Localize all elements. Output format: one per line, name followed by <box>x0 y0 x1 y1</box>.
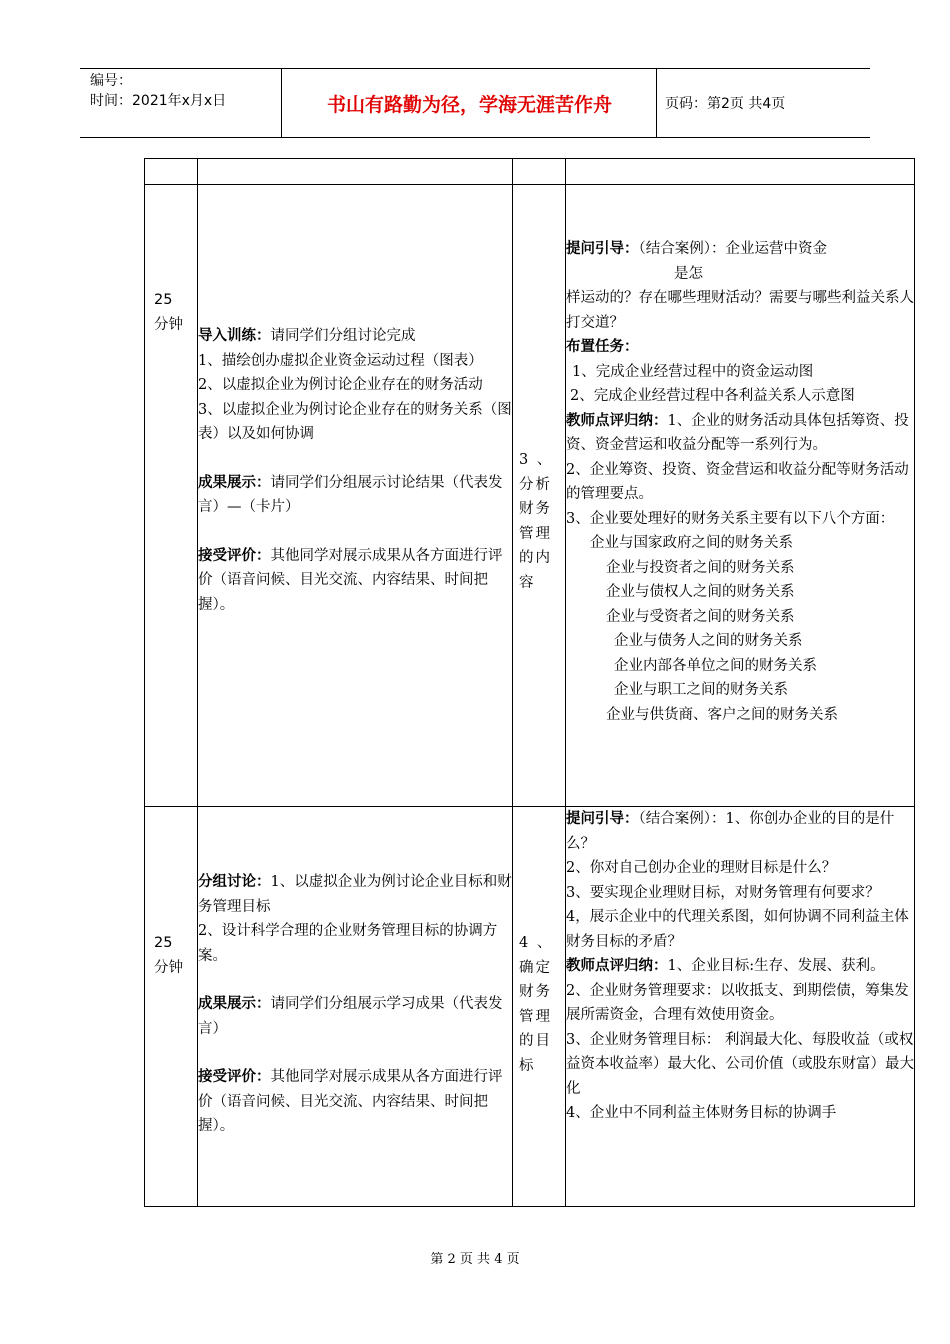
header-motto-cell <box>283 69 657 137</box>
motto: 书山有路勤为径，学海无涯苦作舟 <box>326 93 612 116</box>
activity-results: 成果展示：请同学们分组展示讨论结果（代表发言）—（卡片） <box>198 473 503 515</box>
table-row <box>145 185 915 807</box>
teacher-question: 提问引导：（结合案例）：企业运营中资金 <box>566 240 827 257</box>
table-cell <box>198 159 513 185</box>
teacher-text: 样运动的？存在哪些理财活动？需要与哪些利益关系人打交道？ <box>566 290 914 331</box>
teacher-text: 2、企业财务管理要求：以收抵支、到期偿债，筹集发展所需资金，合理有效使用资金。 <box>566 982 909 1023</box>
relation-item: 企业与债务人之间的财务关系 <box>614 633 803 649</box>
teacher-text: 3、要实现企业理财目标，对财务管理有何要求？ <box>566 884 880 901</box>
activity-item: 1、描绘创办虚拟企业资金运动过程（图表） <box>198 352 483 369</box>
topic-text: 4 、 确定财务管理的目标 <box>519 935 554 1074</box>
activity-label: 接受评价： <box>198 546 271 564</box>
teacher-activity-cell <box>566 185 915 807</box>
time-label: 时间：2021年x月x日 <box>90 93 227 109</box>
activity-label: 接受评价： <box>198 1068 271 1085</box>
teacher-summary: 教师点评归纳：1、企业目标:生存、发展、获利。 <box>566 957 885 974</box>
topic-cell <box>513 185 566 807</box>
teacher-text: 3、企业财务管理目标： 利润最大化、每股收益（或权益资本收益率）最大化、公司价值（或股东财富）最大化 <box>566 1031 914 1097</box>
teacher-text: 3、企业要处理好的财务关系主要有以下八个方面： <box>566 510 895 527</box>
teacher-activity-cell <box>566 807 915 1207</box>
activity-discussion: 分组讨论：1、以虚拟企业为例讨论企业目标和财务管理目标 <box>198 873 512 915</box>
activity-label: 成果展示： <box>198 473 271 491</box>
activity-evaluation: 接受评价：其他同学对展示成果从各方面进行评价（语音问候、目光交流、内容结果、时间把握）。 <box>198 546 503 613</box>
activity-evaluation: 接受评价：其他同学对展示成果从各方面进行评价（语音问候、目光交流、内容结果、时间把握）。 <box>198 1068 503 1134</box>
teacher-label: 提问引导： <box>566 240 639 257</box>
activity-label: 分组讨论： <box>198 873 271 890</box>
topic-cell <box>513 807 566 1207</box>
activity-label: 成果展示： <box>198 995 271 1012</box>
table-row-empty <box>145 159 915 185</box>
teacher-text: 2、你对自己创办企业的理财目标是什么？ <box>566 860 837 876</box>
page-label: 页码：第2页 共4页 <box>665 96 786 112</box>
activity-item: 2、设计科学合理的企业财务管理目标的协调方案。 <box>198 923 498 964</box>
teacher-text: 4，展示企业中的代理关系图，如何协调不同利益主体财务目标的矛盾？ <box>566 909 909 950</box>
teacher-text: 4、企业中不同利益主体财务目标的协调手 <box>566 1105 837 1121</box>
page-header <box>80 68 870 138</box>
relation-item: 企业与国家政府之间的财务关系 <box>590 535 793 551</box>
teacher-question: 提问引导：（结合案例）：1、你创办企业的目的是什么？ <box>566 810 895 852</box>
teacher-text: 2、完成企业经营过程中各利益关系人示意图 <box>570 388 855 404</box>
number-label: 编号： <box>90 73 132 89</box>
teacher-label: 教师点评归纳： <box>566 957 668 974</box>
student-activity-cell <box>198 807 513 1207</box>
teacher-text: 是怎 <box>674 265 703 282</box>
teacher-text: 1、完成企业经营过程中的资金运动图 <box>572 363 814 380</box>
relation-item: 企业内部各单位之间的财务关系 <box>614 657 817 674</box>
relation-item: 企业与债权人之间的财务关系 <box>606 584 795 600</box>
activity-item: 2、以虚拟企业为例讨论企业存在的财务活动 <box>198 377 483 393</box>
time-number: 25 <box>154 292 173 308</box>
table-cell <box>513 159 566 185</box>
student-activity-cell <box>198 185 513 807</box>
activity-item: 3、以虚拟企业为例讨论企业存在的财务关系（图表）以及如何协调 <box>198 401 512 442</box>
relation-item: 企业与职工之间的财务关系 <box>614 682 788 698</box>
lesson-table <box>144 158 915 1207</box>
teacher-label: 布置任务： <box>566 338 639 355</box>
header-meta <box>80 69 282 137</box>
time-unit: 分钟 <box>154 959 183 976</box>
relation-item: 企业与供货商、客户之间的财务关系 <box>606 706 838 723</box>
relation-item: 企业与投资者之间的财务关系 <box>606 559 795 576</box>
teacher-text: 2、企业筹资、投资、资金营运和收益分配等财务活动的管理要点。 <box>566 461 909 502</box>
time-cell <box>145 807 198 1207</box>
activity-intro: 导入训练：请同学们分组讨论完成 <box>198 327 416 344</box>
relation-item: 企业与受资者之间的财务关系 <box>606 608 795 625</box>
teacher-label: 提问引导： <box>566 810 639 827</box>
activity-results: 成果展示：请同学们分组展示学习成果（代表发言） <box>198 995 503 1037</box>
time-number: 25 <box>154 935 173 951</box>
table-row <box>145 807 915 1207</box>
table-cell <box>566 159 915 185</box>
page-footer: 第 2 页 共 4 页 <box>430 1252 520 1267</box>
activity-label: 导入训练： <box>198 327 271 344</box>
time-unit: 分钟 <box>154 316 183 333</box>
table-cell <box>145 159 198 185</box>
teacher-summary: 教师点评归纳：1、企业的财务活动具体包括筹资、投资、资金营运和收益分配等一系列行为。 <box>566 411 909 453</box>
topic-text: 3 、 分析财务管理的内容 <box>519 452 554 591</box>
time-cell <box>145 185 198 807</box>
teacher-label: 教师点评归纳： <box>566 411 668 429</box>
